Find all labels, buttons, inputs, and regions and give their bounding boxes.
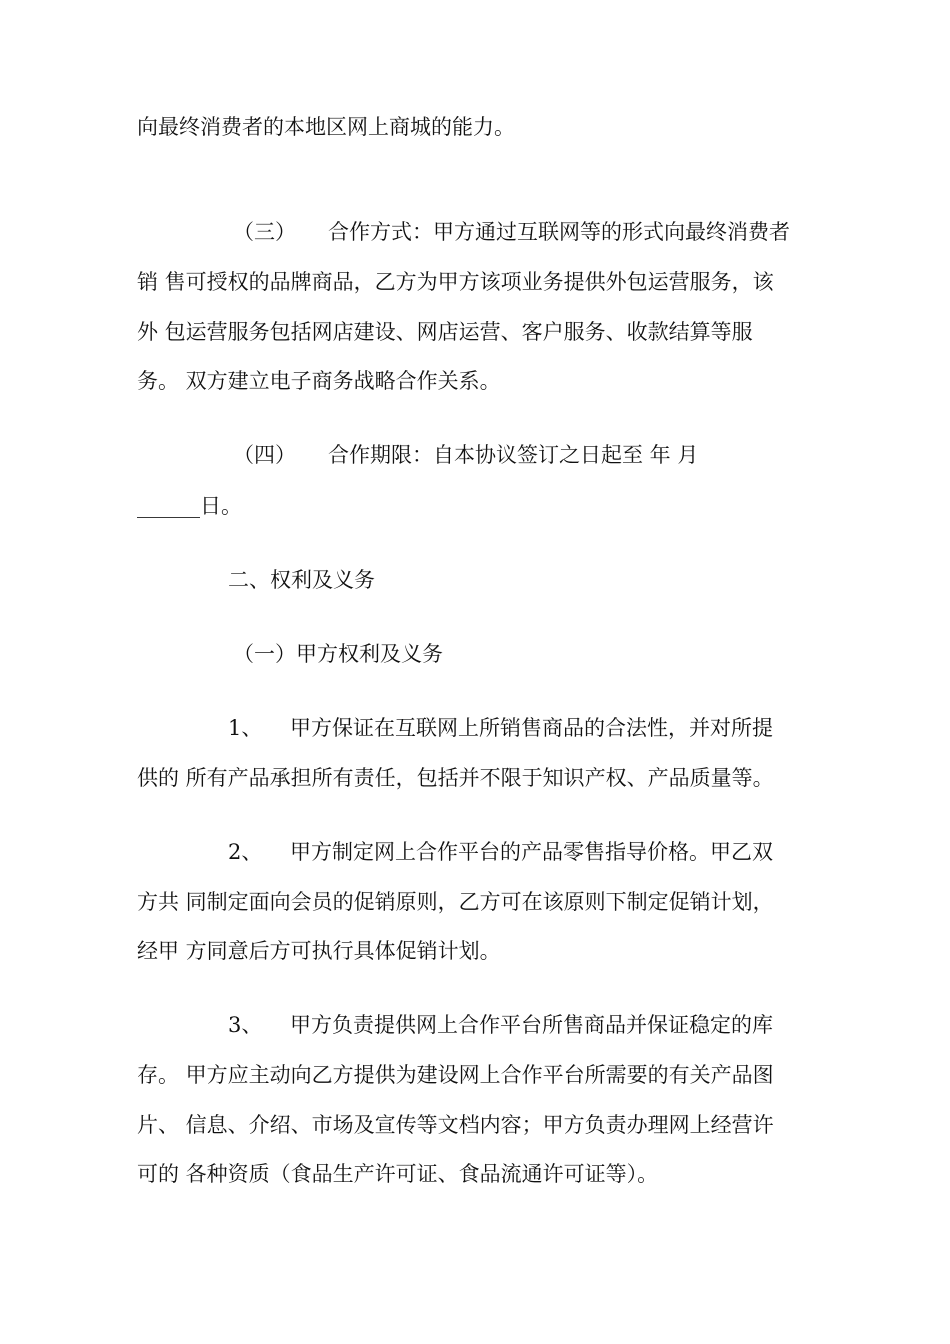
paragraph-label: （四） bbox=[233, 443, 296, 467]
paragraph-line: 销 售可授权的品牌商品，乙方为甲方该项业务提供外包运营服务，该 bbox=[137, 270, 774, 294]
paragraph-line: 合作方式：甲方通过互联网等的形式向最终消费者 bbox=[328, 220, 790, 244]
list-item-line: 经甲 方同意后方可执行具体促销计划。 bbox=[137, 939, 501, 963]
list-item-line: 甲方制定网上合作平台的产品零售指导价格。甲乙双 bbox=[290, 840, 773, 864]
list-item-line: 可的 各种资质（食品生产许可证、食品流通许可证等）。 bbox=[137, 1162, 659, 1186]
list-item-line: 存。 甲方应主动向乙方提供为建设网上合作平台所需要的有关产品图 bbox=[137, 1063, 774, 1087]
paragraph-line: 务。 双方建立电子商务战略合作关系。 bbox=[137, 369, 501, 393]
list-item-number: 3、 bbox=[228, 1013, 263, 1037]
list-item-line: 供的 所有产品承担所有责任，包括并不限于知识产权、产品质量等。 bbox=[137, 766, 774, 790]
list-item-number: 1、 bbox=[228, 716, 263, 740]
list-item-number: 2、 bbox=[228, 840, 263, 864]
subsection-heading: （一）甲方权利及义务 bbox=[233, 642, 443, 666]
paragraph-label: （三） bbox=[233, 220, 296, 244]
paragraph-line: 向最终消费者的本地区网上商城的能力。 bbox=[137, 115, 515, 139]
list-item-line: 甲方负责提供网上合作平台所售商品并保证稳定的库 bbox=[290, 1013, 773, 1037]
paragraph-line: ______日。 bbox=[137, 494, 242, 518]
section-heading: 二、权利及义务 bbox=[228, 568, 375, 592]
list-item-line: 片、 信息、介绍、市场及宣传等文档内容；甲方负责办理网上经营许 bbox=[137, 1113, 774, 1137]
list-item-line: 甲方保证在互联网上所销售商品的合法性，并对所提 bbox=[290, 716, 773, 740]
list-item-line: 方共 同制定面向会员的促销原则，乙方可在该原则下制定促销计划， bbox=[137, 890, 774, 914]
paragraph-line: 外 包运营服务包括网店建设、网店运营、客户服务、收款结算等服 bbox=[137, 320, 753, 344]
paragraph-line: 合作期限：自本协议签订之日起至 年 月 bbox=[328, 443, 699, 467]
